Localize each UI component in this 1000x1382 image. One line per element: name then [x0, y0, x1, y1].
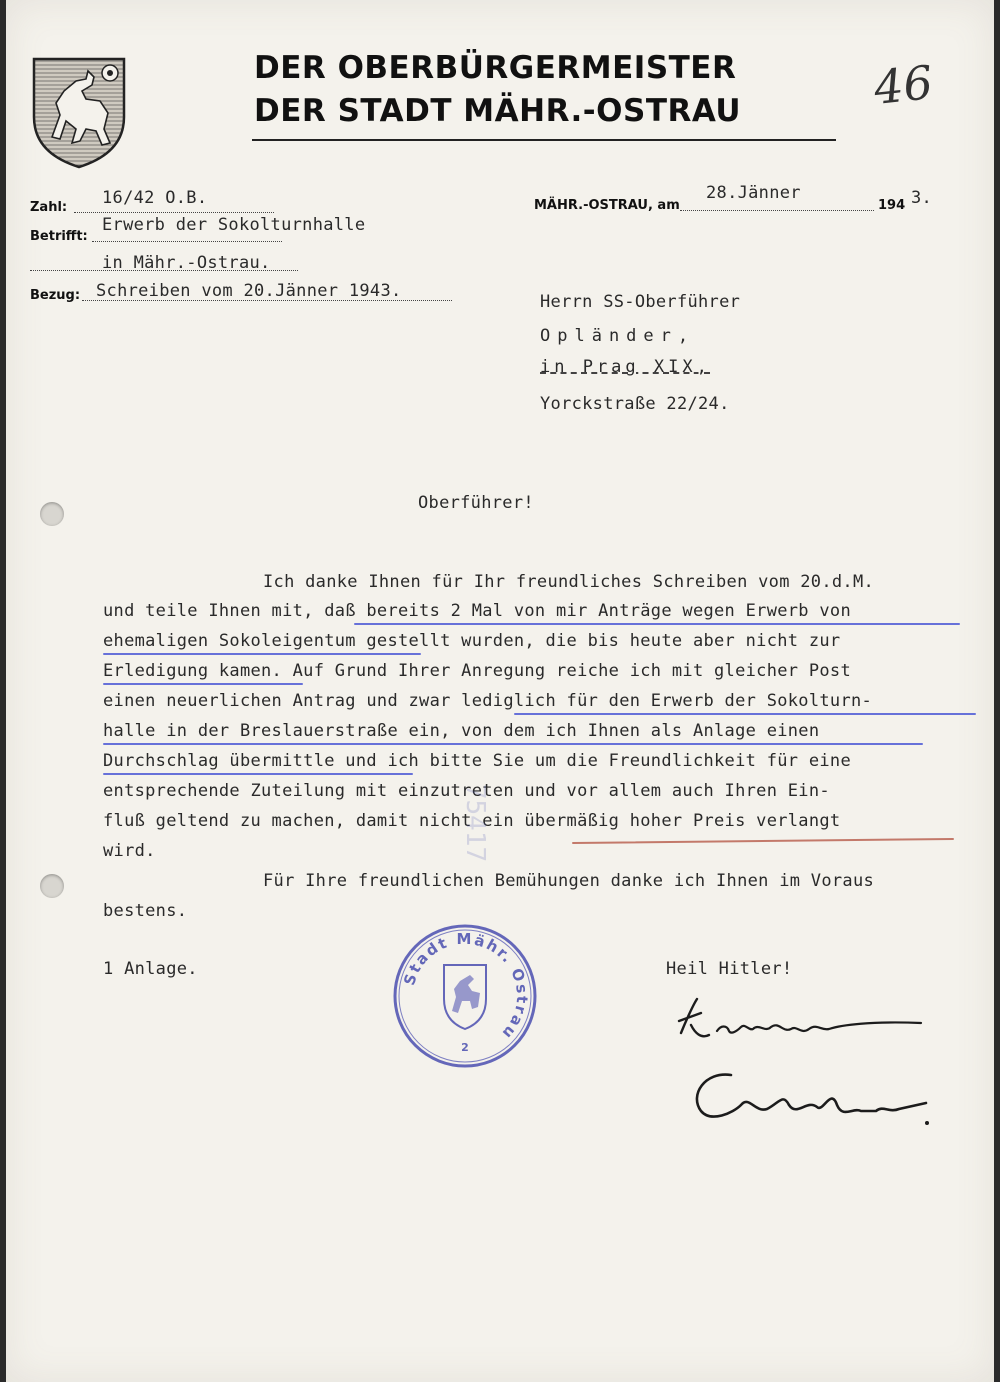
blue-underline-3 [103, 683, 303, 685]
zahl-dots [74, 212, 274, 213]
place-date-label: MÄHR.-OSTRAU, am [534, 198, 680, 213]
blue-underline-2 [103, 653, 421, 655]
date-dots [680, 210, 874, 211]
body-line-10: wird. [103, 841, 156, 861]
red-underline [572, 838, 954, 844]
letterhead-rule [252, 139, 836, 141]
blue-underline-1 [354, 623, 960, 625]
betrifft-label: Betrifft: [30, 229, 88, 244]
body-line-9: fluß geltend zu machen, damit nicht ein übermäßig hoher Preis verlangt [103, 811, 841, 831]
punch-hole-top [40, 502, 64, 526]
coat-of-arms-icon [30, 55, 128, 170]
body-line-8: entsprechende Zuteilung mit einzutreten und vor allem auch Ihren Ein- [103, 781, 830, 801]
betrifft-dots-1 [92, 241, 282, 242]
stamp-number: 2 [461, 1041, 469, 1054]
zahl-value: 16/42 O.B. [102, 188, 208, 208]
letterhead-line-2: DER STADT MÄHR.-OSTRAU [254, 93, 742, 129]
address-line-3: in Prag XIX, [540, 357, 711, 377]
body-line-3: ehemaligen Sokoleigentum gestellt wurden, die bis heute aber nicht zur [103, 631, 841, 651]
body-line-6: halle in der Breslauerstraße ein, von dem ich Ihnen als Anlage einen [103, 721, 820, 741]
letter-page [6, 0, 994, 1382]
enclosure-note: 1 Anlage. [103, 959, 198, 979]
address-line-2: Opländer, [540, 326, 696, 346]
address-line-1: Herrn SS-Oberführer [540, 292, 741, 312]
body-line-5: einen neuerlichen Antrag und zwar lediglich für den Erwerb der Sokolturn- [103, 691, 873, 711]
betrifft-value-2: in Mähr.-Ostrau. [102, 253, 271, 273]
body-line-1: Ich danke Ihnen für Ihr freundliches Schreiben vom 20.d.M. [263, 572, 875, 592]
punch-hole-bottom [40, 874, 64, 898]
handwritten-signature [671, 995, 936, 1130]
body-line-4: Erledigung kamen. Auf Grund Ihrer Anregung reiche ich mit gleicher Post [103, 661, 851, 681]
stamp-ring-text: Stadt Mähr. Ostrau [400, 929, 532, 1044]
body-line-2: und teile Ihnen mit, daß bereits 2 Mal von mir Anträge wegen Erwerb von [103, 601, 851, 621]
bezug-label: Bezug: [30, 288, 81, 303]
salutation: Oberführer! [418, 493, 534, 513]
blue-underline-6 [103, 773, 413, 775]
letterhead-line-1: DER OBERBÜRGERMEISTER [254, 50, 737, 86]
address-line-4: Yorckstraße 22/24. [540, 394, 730, 414]
year-suffix: 3. [911, 188, 933, 208]
blue-underline-5 [103, 743, 923, 745]
date-value: 28.Jänner [706, 183, 801, 203]
body-line-7: Durchschlag übermittle und ich bitte Sie um die Freundlichkeit für eine [103, 751, 851, 771]
closing-line-1: Für Ihre freundlichen Bemühungen danke ich Ihnen im Voraus [263, 871, 875, 891]
closing-greeting: Heil Hitler! [666, 959, 793, 979]
zahl-label: Zahl: [30, 200, 68, 215]
closing-line-2: bestens. [103, 901, 188, 921]
blue-underline-4 [514, 713, 976, 715]
year-prefix: 194 [878, 198, 906, 213]
ghost-stamp-number: 75417 [460, 783, 491, 863]
betrifft-value-1: Erwerb der Sokolturnhalle [102, 215, 366, 235]
handwritten-folio-number: 46 [871, 55, 936, 115]
city-seal-stamp-icon [392, 923, 538, 1069]
bezug-value: Schreiben vom 20.Jänner 1943. [96, 281, 402, 301]
